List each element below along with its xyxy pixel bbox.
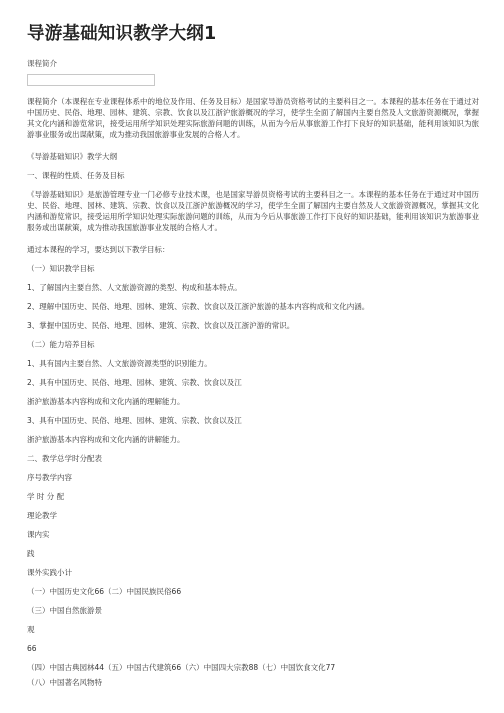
section-heading-1: 一、课程的性质、任务及目标 — [27, 171, 125, 180]
paragraph-syllabus-title: 《导游基础知识》教学大纲 — [27, 152, 117, 161]
table-text: 学 时 分 配 — [27, 492, 65, 501]
paragraph-intro: 课程简介（本课程在专业课程体系中的地位及作用、任务及目标）是国家导游员资格考试的主要科目之一。本课程的基本任务在于通过对中国历史、民俗、地理、园林、建筑、宗教、饮食以及江浙沪旅游概况的学习，使学生全面了解国内主要自然及人文旅游资源概况，掌握其文化内涵和游览常识，接受运用所学知识处理实际旅游问题的训练，从而为今后从事旅游工作打下良好的知识基础，能利用该知识为旅游事业服务或出谋献策，成为推动我国旅游事业发展的合格人才。 — [27, 97, 479, 139]
list-item-continuation: 浙沪旅游基本内容构成和文化内涵的理解能力。 — [27, 397, 185, 406]
intro-label: 课程简介 — [27, 59, 57, 68]
table-text: （一）中国历史文化66（二）中国民族民俗66 — [27, 587, 182, 596]
paragraph-course-nature: 《导游基础知识》是旅游管理专业一门必修专业技术课，也是国家导游员资格考试的主要科目之一。本课程的基本任务在于通过对中国历史、民俗、地理、园林、建筑、宗教、饮食以及江浙沪旅游概况的学习，使学生全面了解国内主要自然及人文旅游资源概况，掌握其文化内涵和游览常识，接受运用所学知识处理实际旅游问题的训练，从而为今后从事旅游工作打下良好的知识基础，能利用该知识为旅游事业服务或出谋献策，成为推动我国旅游事业发展的合格人才。 — [27, 190, 479, 232]
table-text: （三）中国自然旅游景 — [27, 606, 102, 615]
subheading-knowledge: （一）知识教学目标 — [27, 264, 95, 273]
list-item-continuation: 浙沪旅游基本内容构成和文化内涵的讲解能力。 — [27, 435, 185, 444]
table-text: 序号教学内容 — [27, 473, 72, 482]
list-item: 1、了解国内主要自然、人文旅游资源的类型、构成和基本特点。 — [27, 283, 242, 292]
table-text: （四）中国古典园林44（五）中国古代建筑66（六）中国四大宗教88（七）中国饮食文化77 — [27, 663, 336, 672]
document-title: 导游基础知识教学大纲1 — [27, 24, 217, 44]
table-text: 理论教学 — [27, 511, 57, 520]
table-text: 践 — [27, 549, 35, 558]
table-text: 课内实 — [27, 530, 50, 539]
table-text: （八）中国著名风物特 — [27, 678, 102, 687]
table-text: 观 — [27, 625, 35, 634]
document-body — [27, 96, 479, 688]
section-heading-2: 二、教学总学时分配表 — [27, 454, 102, 463]
table-text: 课外实践小计 — [27, 568, 72, 577]
text-input-box[interactable] — [27, 74, 155, 86]
subheading-ability: （二）能力培养目标 — [27, 340, 95, 349]
paragraph-goals-lead: 通过本课程的学习，要达到以下教学目标： — [27, 245, 170, 254]
list-item: 1、具有国内主要自然、人文旅游资源类型的识别能力。 — [27, 359, 212, 368]
table-text: 66 — [27, 644, 37, 653]
list-item: 2、理解中国历史、民俗、地理、园林、建筑、宗教、饮食以及江浙沪旅游的基本内容构成和文化内涵。 — [27, 302, 370, 311]
list-item: 2、具有中国历史、民俗、地理、园林、建筑、宗教、饮食以及江 — [27, 378, 242, 387]
list-item: 3、掌握中国历史、民俗、地理、园林、建筑、宗教、饮食以及江浙沪游的常识。 — [27, 321, 295, 330]
list-item: 3、具有中国历史、民俗、地理、园林、建筑、宗教、饮食以及江 — [27, 416, 242, 425]
